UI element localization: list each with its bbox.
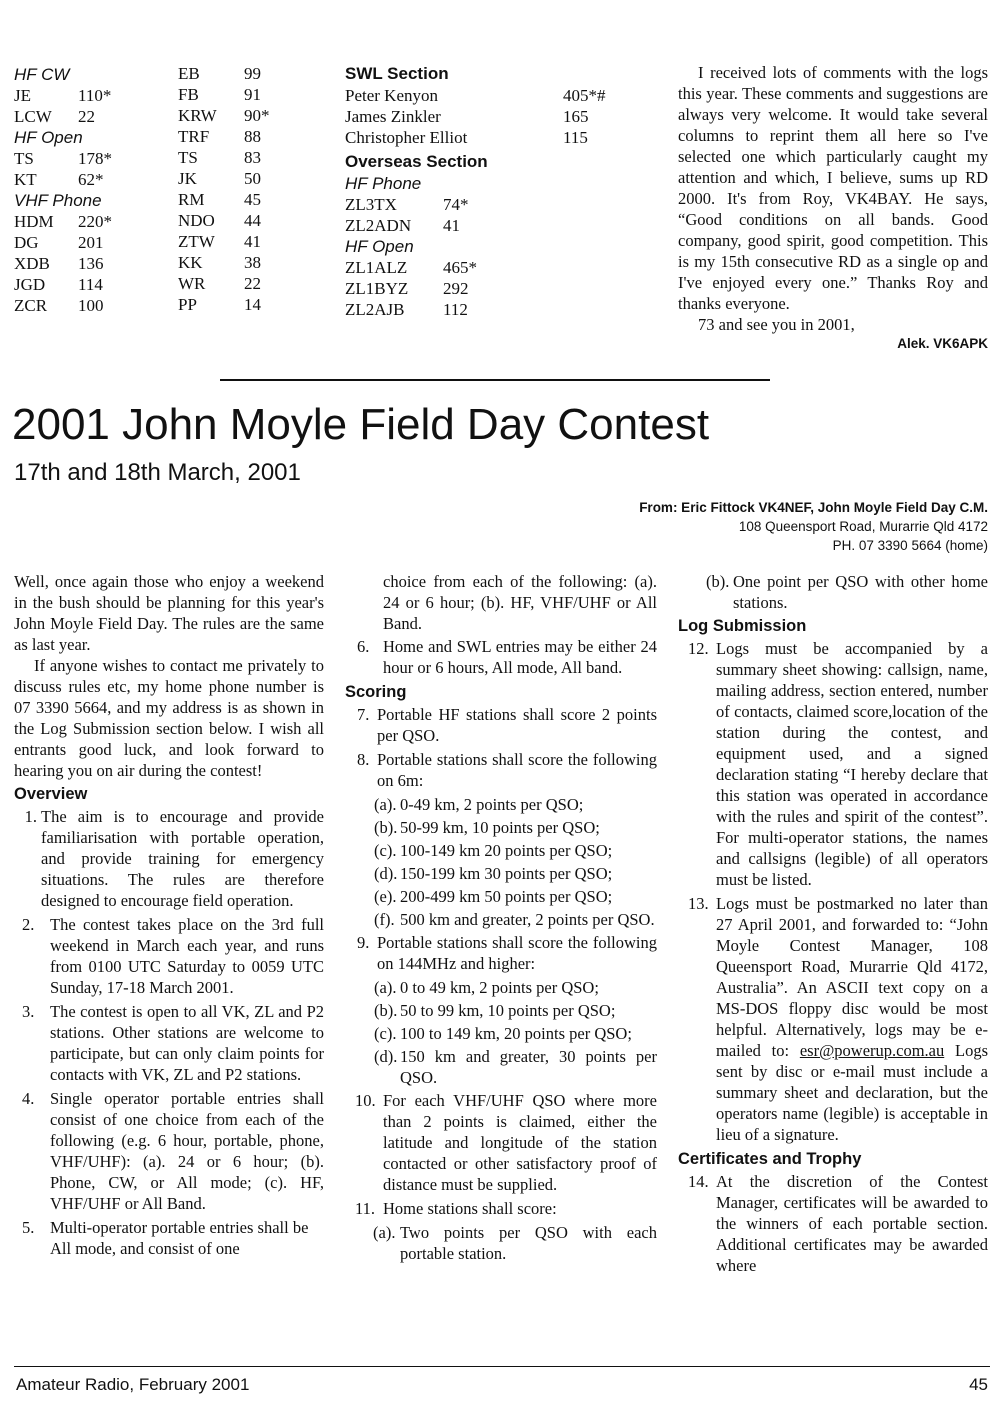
rule-item: 7. Portable HF stations shall score 2 points per QSO.: [357, 705, 657, 745]
result-row: PP 14: [178, 295, 261, 314]
sub-list: [345, 977, 657, 1088]
result-row: JGD 114: [14, 275, 103, 294]
result-row: TRF 88: [178, 127, 261, 146]
result-row: TS 178*: [14, 149, 112, 168]
footer-publication: Amateur Radio, February 2001: [16, 1375, 250, 1394]
result-row: ZL1BYZ 292: [345, 279, 469, 298]
rule-item: 3. The contest is open to all VK, ZL and P2 stations. Other stations are welcome to participate, but can only claim points for contacts with VK, ZL and P2 stations.: [22, 1002, 324, 1084]
sub-item: (a). Two points per QSO with each portable station.: [373, 1223, 657, 1263]
result-row: ZL2ADN 41: [345, 216, 460, 235]
result-row: RM 45: [178, 190, 261, 209]
results-col1: [14, 64, 164, 316]
sub-item: (d). 150-199 km 30 points per QSO;: [374, 864, 613, 883]
article-title: 2001 John Moyle Field Day Contest: [12, 400, 710, 449]
result-row: Peter Kenyon 405*#: [345, 86, 606, 105]
result-row: KK 38: [178, 253, 261, 272]
address-line: 108 Queensport Road, Murarrie Qld 4172: [738, 519, 988, 534]
result-row: XDB 136: [14, 254, 104, 273]
phone-line: PH. 07 3390 5664 (home): [832, 538, 988, 553]
article-subtitle: 17th and 18th March, 2001: [14, 459, 301, 486]
section-heading: HF Open: [14, 128, 83, 147]
result-row: ZCR 100: [14, 296, 104, 315]
overview-heading: Overview: [14, 785, 88, 803]
signature: Alek. VK6APK: [897, 336, 988, 351]
result-row: FB 91: [178, 85, 261, 104]
sub-item: (b). 50-99 km, 10 points per QSO;: [374, 818, 600, 837]
rule-item: 14. At the discretion of the Contest Manager, certificates will be awarded to the winners of each portable section. Additional certificates may be awarded where: [688, 1172, 988, 1275]
sub-list: [345, 794, 657, 930]
footer-rule: [14, 1366, 990, 1367]
article-col3: [678, 571, 988, 1279]
rule-item: 5. Multi-operator portable entries shall be All mode, and consist of one: [22, 1218, 309, 1258]
sub-item: (c). 100-149 km 20 points per QSO;: [374, 841, 613, 860]
rule-item: 9. Portable stations shall score the following on 144MHz and higher:: [357, 933, 657, 973]
sub-item: (d). 150 km and greater, 30 points per QSO.: [374, 1047, 657, 1087]
section-heading: HF CW: [14, 65, 70, 84]
author-block: [388, 498, 988, 555]
sub-item: (c). 100 to 149 km, 20 points per QSO;: [374, 1024, 632, 1043]
sub-item: (a). 0 to 49 km, 2 points per QSO;: [374, 978, 599, 997]
section-heading: VHF Phone: [14, 191, 102, 210]
article-col2: [345, 571, 657, 1266]
log-submission-heading: Log Submission: [678, 617, 807, 635]
section-divider: [220, 379, 770, 381]
rule-item: 1. The aim is to encourage and provide familiarisation with portable operation, and provide training for emergency situations. The rules are therefore designed to encourage field operation.: [24, 807, 324, 910]
rule-item: 4. Single operator portable entries shall consist of one choice from each of the following (e.g. 6 hour, portable, phone, VHF/UHF): (a). 24 or 6 hour; (b). Phone, CW, or All mode; (c). HF, VHF/UHF or All Band.: [22, 1089, 324, 1213]
section-heading: HF Open: [345, 237, 414, 256]
comments-closing: 73 and see you in 2001,: [698, 315, 855, 334]
result-row: ZL3TX 74*: [345, 195, 469, 214]
from-line: From: Eric Fittock VK4NEF, John Moyle Field Day C.M.: [639, 500, 988, 515]
rule-item: 13. Logs must be postmarked no later than 27 April 2001, and forwarded to: “John Moyle Contest Manager, 108 Queensport Road, Murarrie Qld 4172, Australia”. An ASCII text copy on a MS-DOS floppy disc would be most helpful. Alternatively, logs may be e-mailed to: esr@powerup.com.au Logs sent by disc or e-mail must include a summary sheet and declaration, but the operators name (legible) is acceptable in lieu of a signature.: [688, 894, 989, 1144]
sub-item: (e). 200-499 km 50 points per QSO;: [374, 887, 613, 906]
result-row: ZTW 41: [178, 232, 261, 251]
sub-item: (a). 0-49 km, 2 points per QSO;: [374, 795, 584, 814]
result-row: KRW 90*: [178, 106, 270, 125]
result-row: Christopher Elliot 115: [345, 128, 588, 147]
rule-item: 12. Logs must be accompanied by a summary sheet showing: callsign, name, mailing address, section entered, number of contacts, claimed score,location of the station during the contest, and equipment used, and a signed declaration stating “I hereby declare that this station was operated in accordance with the rules and spirit of the contest”. For multi-operator stations, the names and callsigns (legible) of all operators must be listed.: [688, 639, 988, 889]
result-row: James Zinkler 165: [345, 107, 589, 126]
result-row: JK 50: [178, 169, 261, 188]
swl-overseas-col: [345, 63, 645, 320]
sub-item: (b). 50 to 99 km, 10 points per QSO;: [374, 1001, 616, 1020]
result-row: DG 201: [14, 233, 104, 252]
rule-item: 6. Home and SWL entries may be either 24 hour or 6 hours, All mode, All band.: [357, 637, 657, 677]
email-link[interactable]: esr@powerup.com.au: [799, 1041, 945, 1060]
rule-item: 2. The contest takes place on the 3rd full weekend in March each year, and runs from 0100 UTC Saturday to 0059 UTC Sunday, 17-18 March 2001.: [22, 915, 324, 997]
swl-heading: SWL Section: [345, 64, 449, 83]
intro-paragraph: If anyone wishes to contact me privately to discuss rules etc, my home phone number is 07 3390 5664, and my address is as shown in the Log Submission section below. I wish all entrants good luck, and look forward to hearing you on air during the contest!: [14, 656, 324, 780]
intro-paragraph: Well, once again those who enjoy a weekend in the bush should be planning for this year's John Moyle Field Day. The rules are the same as last year.: [14, 572, 324, 654]
sub-item: (b). One point per QSO with other home stations.: [706, 572, 988, 612]
comments-col: [678, 62, 988, 353]
result-row: KT 62*: [14, 170, 104, 189]
overseas-heading: Overseas Section: [345, 152, 488, 171]
certificates-heading: Certificates and Trophy: [678, 1150, 862, 1168]
rule-item: 11. Home stations shall score:: [355, 1199, 557, 1218]
sub-item: (f). 500 km and greater, 2 points per QSO.: [374, 910, 655, 929]
result-row: WR 22: [178, 274, 261, 293]
rule-item: 8. Portable stations shall score the following on 6m:: [357, 750, 657, 790]
scoring-heading: Scoring: [345, 683, 407, 701]
result-row: ZL1ALZ 465*: [345, 258, 477, 277]
page-number: 45: [969, 1375, 988, 1394]
result-row: TS 83: [178, 148, 261, 167]
result-row: EB 99: [178, 64, 261, 83]
result-row: LCW 22: [14, 107, 95, 126]
article-col1: [14, 571, 324, 1262]
result-row: ZL2AJB 112: [345, 300, 468, 319]
result-row: NDO 44: [178, 211, 261, 230]
comments-paragraph: I received lots of comments with the logs this year. These comments and suggestions are always very welcome. It would take several columns to reprint them all here so I've selected one which particularly caught my attention and which, I believe, sums up RD 2000. It's from Roy, VK4BAY. He says, “Good conditions on all bands. Good company, good spirit, good competition. This is my 15th consecutive RD as a single op and I've enjoyed every one.” Thanks Roy and thanks everyone.: [678, 63, 988, 313]
section-heading: HF Phone: [345, 174, 422, 193]
result-row: JE 110*: [14, 86, 112, 105]
results-col2: [178, 63, 318, 315]
rule-item: 10. For each VHF/UHF QSO where more than 2 points is claimed, either the latitude and longitude of the station contacted or other satisfactory proof of distance must be supplied.: [355, 1091, 657, 1194]
rule-item-continued: choice from each of the following: (a). 24 or 6 hour; (b). HF, VHF/UHF or All Band.: [383, 572, 657, 633]
result-row: HDM 220*: [14, 212, 112, 231]
